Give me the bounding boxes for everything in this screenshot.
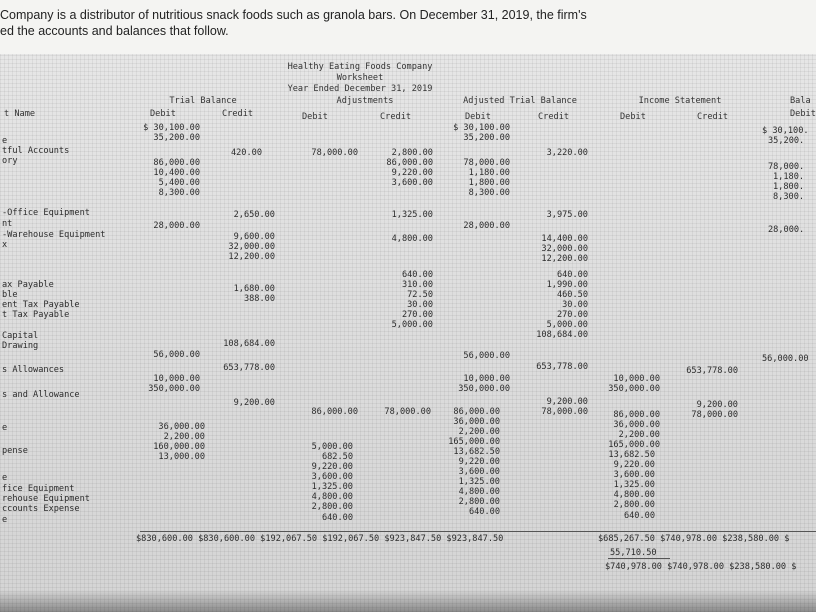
tb-debit-cell: 28,000.00 (153, 221, 200, 231)
atb-credit-cell: 640.00 (556, 270, 588, 280)
atb-debit-cell: 35,200.00 (463, 133, 510, 143)
bs-debit-cell: 28,000. (768, 225, 805, 235)
net-income-rule (608, 558, 670, 559)
col-atb-debit: Debit (465, 112, 491, 122)
adj-debit-cell: 86,000.00 (311, 407, 358, 417)
account-name: ory (2, 156, 18, 166)
tb-debit-cell: 10,000.00 (153, 374, 200, 384)
account-name: e (2, 473, 8, 483)
account-name: nt (2, 219, 13, 229)
account-name: ccounts Expense (2, 504, 80, 514)
col-adj-credit: Credit (380, 112, 412, 122)
atb-credit-cell: 30.00 (562, 300, 588, 310)
is-debit-cell: 350,000.00 (608, 384, 660, 394)
atb-debit-cell: 640.00 (468, 507, 500, 517)
account-name: -Office Equipment (2, 208, 90, 218)
atb-credit-cell: 78,000.00 (541, 407, 588, 417)
atb-credit-cell: 460.50 (556, 290, 588, 300)
tb-debit-cell: 160,000.00 (153, 442, 205, 452)
atb-credit-cell: 108,684.00 (536, 330, 588, 340)
is-debit-cell: 86,000.00 (613, 410, 660, 420)
adj-credit-cell: 86,000.00 (386, 158, 433, 168)
adj-debit-cell: 640.00 (321, 513, 353, 523)
is-credit-cell: 78,000.00 (691, 410, 738, 420)
adj-credit-cell: 4,800.00 (391, 234, 433, 244)
atb-credit-cell: 14,400.00 (541, 234, 588, 244)
atb-credit-cell: 1,990.00 (546, 280, 588, 290)
tb-credit-cell: 9,200.00 (233, 398, 275, 408)
adj-debit-cell: 3,600.00 (311, 472, 353, 482)
tb-credit-cell: 420.00 (230, 148, 262, 158)
tb-debit-cell: 35,200.00 (153, 133, 200, 143)
atb-credit-cell: 32,000.00 (541, 244, 588, 254)
is-debit-cell: 4,800.00 (613, 490, 655, 500)
bs-debit-cell: $ 30,100. (762, 126, 809, 136)
totals-rule (600, 531, 816, 532)
atb-debit-cell: 2,800.00 (458, 497, 500, 507)
atb-credit-cell: 12,200.00 (541, 254, 588, 264)
account-name: x (2, 240, 8, 250)
atb-credit-cell: 653,778.00 (536, 362, 588, 372)
atb-debit-cell: $ 30,100.00 (453, 123, 510, 133)
intro-line-2: ed the accounts and balances that follow. (0, 24, 229, 38)
col-bs-debit: Debit (790, 109, 816, 119)
bs-debit-cell: 1,180. (773, 172, 805, 182)
is-debit-cell: 2,800.00 (613, 500, 655, 510)
account-name: tful Accounts (2, 146, 70, 156)
account-name: Drawing (2, 341, 39, 351)
adj-credit-cell: 2,800.00 (391, 148, 433, 158)
account-name: s Allowances (2, 365, 65, 375)
atb-debit-cell: 1,180.00 (468, 168, 510, 178)
adj-credit-cell: 9,220.00 (391, 168, 433, 178)
adj-debit-cell: 4,800.00 (311, 492, 353, 502)
tb-debit-cell: 13,000.00 (158, 452, 205, 462)
tb-debit-cell: 56,000.00 (153, 350, 200, 360)
atb-debit-cell: 350,000.00 (458, 384, 510, 394)
adj-debit-cell: 1,325.00 (311, 482, 353, 492)
is-debit-cell: 640.00 (623, 511, 655, 521)
is-debit-cell: 165,000.00 (608, 440, 660, 450)
account-name: -Warehouse Equipment (2, 230, 106, 240)
adj-credit-cell: 1,325.00 (391, 210, 433, 220)
tb-credit-cell: 108,684.00 (223, 339, 275, 349)
tb-credit-cell: 9,600.00 (233, 232, 275, 242)
adj-debit-cell: 5,000.00 (311, 442, 353, 452)
tb-credit-cell: 653,778.00 (223, 363, 275, 373)
atb-debit-cell: 1,325.00 (458, 477, 500, 487)
atb-debit-cell: 1,800.00 (468, 178, 510, 188)
atb-credit-cell: 3,975.00 (546, 210, 588, 220)
account-name: ax Payable (2, 280, 54, 290)
account-name: e (2, 423, 8, 433)
worksheet-period: Year Ended December 31, 2019 (287, 84, 433, 94)
worksheet-subtitle: Worksheet (336, 73, 384, 83)
atb-debit-cell: 4,800.00 (458, 487, 500, 497)
adj-debit-cell: 78,000.00 (311, 148, 358, 158)
is-debit-cell: 1,325.00 (613, 480, 655, 490)
problem-intro (0, 0, 816, 54)
is-credit-cell: 9,200.00 (696, 400, 738, 410)
tb-debit-cell: 36,000.00 (158, 422, 205, 432)
atb-debit-cell: 56,000.00 (463, 351, 510, 361)
intro-line-1: Company is a distributor of nutritious snack foods such as granola bars. On December 31, 2019, the firm's (0, 8, 587, 22)
account-name: e (2, 136, 8, 146)
adj-credit-cell: 5,000.00 (391, 320, 433, 330)
worksheet-title: Healthy Eating Foods Company (287, 62, 433, 72)
atb-debit-cell: 36,000.00 (453, 417, 500, 427)
atb-credit-cell: 5,000.00 (546, 320, 588, 330)
worksheet-photo (0, 54, 816, 612)
atb-credit-cell: 9,200.00 (546, 397, 588, 407)
atb-debit-cell: 2,200.00 (458, 427, 500, 437)
atb-debit-cell: 28,000.00 (463, 221, 510, 231)
tb-debit-cell: 86,000.00 (153, 158, 200, 168)
bs-debit-cell: 8,300. (773, 192, 805, 202)
final-totals: $740,978.00 $740,978.00 $238,580.00 $ (605, 562, 797, 572)
account-name: pense (2, 446, 28, 456)
adj-debit-cell: 2,800.00 (311, 502, 353, 512)
account-name: t Tax Payable (2, 310, 70, 320)
atb-debit-cell: 8,300.00 (468, 188, 510, 198)
is-debit-cell: 2,200.00 (618, 430, 660, 440)
is-debit-cell: 3,600.00 (613, 470, 655, 480)
atb-credit-cell: 3,220.00 (546, 148, 588, 158)
atb-debit-cell: 10,000.00 (463, 374, 510, 384)
atb-debit-cell: 86,000.00 (453, 407, 500, 417)
is-debit-cell: 9,220.00 (613, 460, 655, 470)
tb-debit-cell: $ 30,100.00 (143, 123, 200, 133)
adj-credit-cell: 30.00 (407, 300, 433, 310)
group-trial-balance: Trial Balance (169, 96, 237, 106)
adj-credit-cell: 640.00 (401, 270, 433, 280)
bs-debit-cell: 1,800. (773, 182, 805, 192)
tb-credit-cell: 2,650.00 (233, 210, 275, 220)
col-tb-debit: Debit (150, 109, 176, 119)
income-statement-totals: $685,267.50 $740,978.00 $238,580.00 $ (598, 534, 790, 544)
account-name: fice Equipment (2, 484, 75, 494)
is-debit-cell: 10,000.00 (613, 374, 660, 384)
atb-credit-cell: 270.00 (556, 310, 588, 320)
col-atb-credit: Credit (538, 112, 570, 122)
atb-debit-cell: 78,000.00 (463, 158, 510, 168)
is-debit-cell: 36,000.00 (613, 420, 660, 430)
col-is-debit: Debit (620, 112, 646, 122)
account-name: ent Tax Payable (2, 300, 80, 310)
account-name: s and Allowance (2, 390, 80, 400)
group-adjustments: Adjustments (336, 96, 394, 106)
tb-credit-cell: 388.00 (243, 294, 275, 304)
tb-debit-cell: 8,300.00 (158, 188, 200, 198)
col-is-credit: Credit (697, 112, 729, 122)
atb-debit-cell: 9,220.00 (458, 457, 500, 467)
atb-debit-cell: 3,600.00 (458, 467, 500, 477)
col-adj-debit: Debit (302, 112, 328, 122)
account-name: Capital (2, 331, 39, 341)
tb-debit-cell: 10,400.00 (153, 168, 200, 178)
adj-credit-cell: 3,600.00 (391, 178, 433, 188)
adj-credit-cell: 270.00 (401, 310, 433, 320)
atb-debit-cell: 13,682.50 (453, 447, 500, 457)
tb-credit-cell: 1,680.00 (233, 284, 275, 294)
account-name: ble (2, 290, 18, 300)
group-adjusted-trial-balance: Adjusted Trial Balance (463, 96, 577, 106)
account-name: e (2, 515, 8, 525)
adj-debit-cell: 682.50 (321, 452, 353, 462)
is-credit-cell: 653,778.00 (686, 366, 738, 376)
adj-credit-cell: 72.50 (407, 290, 433, 300)
bs-debit-cell: 35,200. (768, 136, 805, 146)
is-debit-cell: 13,682.50 (608, 450, 655, 460)
group-balance-sheet: Bala (790, 96, 811, 106)
adj-credit-cell: 78,000.00 (384, 407, 431, 417)
group-income-statement: Income Statement (638, 96, 722, 106)
photo-shadow (0, 590, 816, 612)
account-name: rehouse Equipment (2, 494, 90, 504)
tb-credit-cell: 32,000.00 (228, 242, 275, 252)
tb-debit-cell: 2,200.00 (163, 432, 205, 442)
col-tb-credit: Credit (222, 109, 254, 119)
bs-debit-cell: 78,000. (768, 162, 805, 172)
tb-debit-cell: 350,000.00 (148, 384, 200, 394)
atb-debit-cell: 165,000.00 (448, 437, 500, 447)
account-name-header: t Name (4, 109, 36, 119)
net-income: 55,710.50 (610, 548, 657, 558)
bs-debit-cell: 56,000.00 (762, 354, 809, 364)
totals-row: $830,600.00 $830,600.00 $192,067.50 $192,067.50 $923,847.50 $923,847.50 (136, 534, 504, 544)
tb-debit-cell: 5,400.00 (158, 178, 200, 188)
adj-credit-cell: 310.00 (401, 280, 433, 290)
tb-credit-cell: 12,200.00 (228, 252, 275, 262)
totals-rule (140, 531, 600, 532)
adj-debit-cell: 9,220.00 (311, 462, 353, 472)
